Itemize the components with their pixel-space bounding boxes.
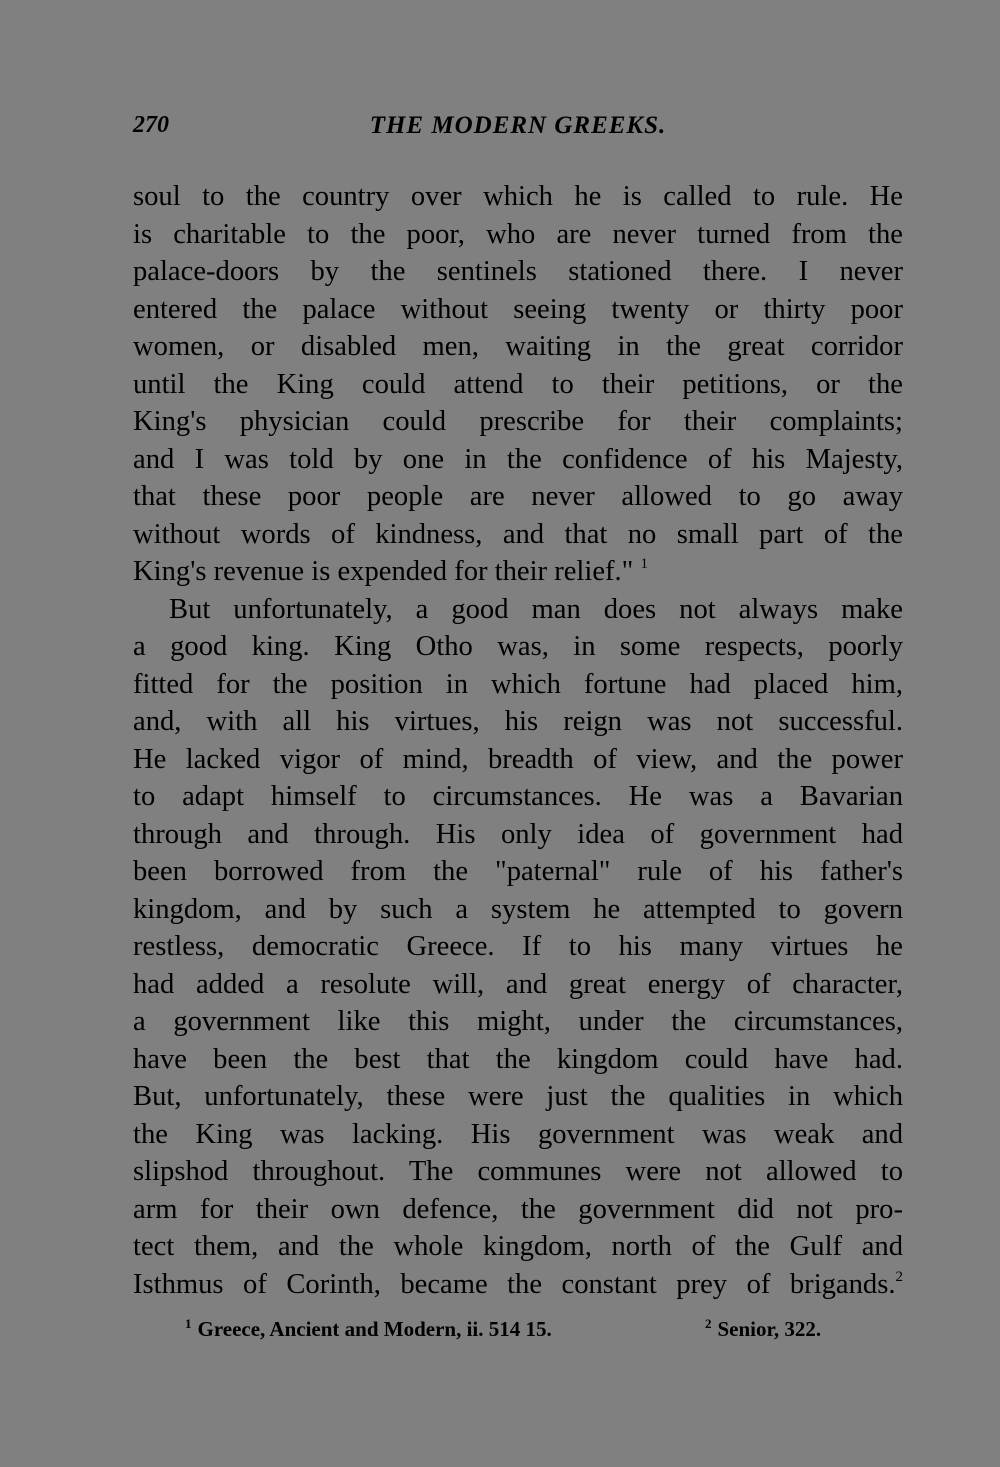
text-line: fitted for the position in which fortune had placed him, (133, 668, 903, 700)
text-line: had added a resolute will, and great energy of character, (133, 968, 903, 1000)
text-line: a good king. King Otho was, in some respects, poorly (133, 631, 903, 662)
text-line: been borrowed from the "paternal" rule of his father's (133, 856, 903, 887)
text-line: slipshod throughout. The communes were not allowed to (133, 1156, 903, 1187)
text-line: restless, democratic Greece. If to his many virtues he (133, 931, 903, 962)
text-line: palace-doors by the sentinels stationed there. I never (133, 256, 903, 287)
text-line: But, unfortunately, these were just the qualities in which (133, 1081, 903, 1112)
text-line: and, with all his virtues, his reign was not successful. (133, 706, 903, 737)
text-line: the King was lacking. His government was weak and (133, 1118, 903, 1150)
footnote-ref: 2 (895, 1268, 903, 1285)
page-number: 270 (133, 112, 169, 138)
text-line: arm for their own defence, the government did not pro- (133, 1193, 903, 1225)
text-line-content: King's revenue is expended for their relief." (133, 556, 634, 587)
text-line: He lacked vigor of mind, breadth of view, and the power (133, 743, 903, 775)
body-text (133, 178, 903, 1303)
text-line: entered the palace without seeing twenty or thirty poor (133, 293, 903, 325)
text-line: But unfortunately, a good man does not always make (169, 593, 903, 625)
text-line: through and through. His only idea of government had (133, 818, 903, 850)
text-line: that these poor people are never allowed to go away (133, 481, 903, 512)
footnote-mark: 2 (705, 1316, 712, 1331)
page-header (133, 112, 903, 152)
text-line: until the King could attend to their petitions, or the (133, 368, 903, 400)
text-line: without words of kindness, and that no small part of the (133, 518, 903, 550)
text-line (133, 553, 903, 591)
text-line-content: Isthmus of Corinth, became the constant prey of brigands. (133, 1268, 896, 1300)
text-line: to adapt himself to circumstances. He was a Bavarian (133, 781, 903, 812)
text-line: tect them, and the whole kingdom, north of the Gulf and (133, 1231, 903, 1262)
text-line: King's physician could prescribe for their complaints; (133, 406, 903, 437)
footnote-1 (185, 1316, 552, 1342)
footnote-text: Senior, 322. (717, 1317, 822, 1341)
text-line: is charitable to the poor, who are never turned from the (133, 218, 903, 250)
text-line: have been the best that the kingdom could have had. (133, 1043, 903, 1075)
text-line: kingdom, and by such a system he attempted to govern (133, 893, 903, 925)
footnote-2 (705, 1316, 821, 1342)
footnote-ref: 1 (640, 556, 649, 572)
text-line: women, or disabled men, waiting in the great corridor (133, 331, 903, 362)
text-line: soul to the country over which he is called to rule. He (133, 181, 903, 212)
text-line (133, 1266, 903, 1304)
running-title: THE MODERN GREEKS. (369, 112, 667, 139)
footnote-mark: 1 (185, 1316, 192, 1331)
footnote-text: Greece, Ancient and Modern, ii. 514 15. (197, 1317, 552, 1341)
text-line: a government like this might, under the circumstances, (133, 1006, 903, 1037)
text-line: and I was told by one in the confidence of his Majesty, (133, 443, 903, 475)
